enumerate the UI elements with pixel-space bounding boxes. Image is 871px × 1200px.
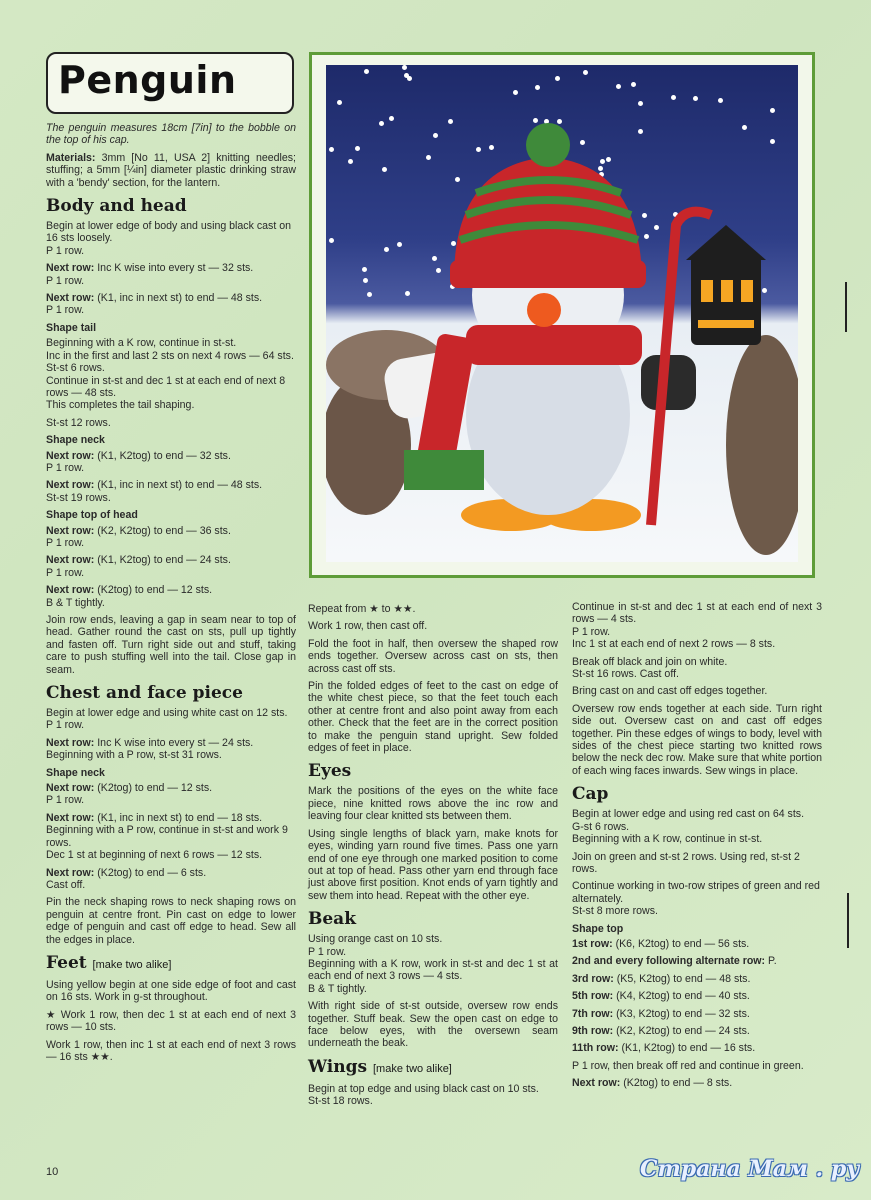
instruction-row: 3rd row: (K5, K2tog) to end — 48 sts.	[572, 972, 751, 985]
chest-neck-heading: Shape neck	[46, 766, 105, 779]
instruction-row: 2nd and every following alternate row: P.	[572, 955, 777, 968]
shape-tail-heading: Shape tail	[46, 321, 97, 334]
chest-heading: Chest and face piece	[46, 683, 243, 704]
instruction-row: 11th row: (K1, K2tog) to end — 16 sts.	[572, 1042, 756, 1055]
instruction-row: 9th row: (K2, K2tog) to end — 24 sts.	[572, 1024, 750, 1037]
instruction-row: Next row: (K2tog) to end — 8 sts.	[572, 1077, 733, 1090]
page-title: Penguin	[58, 58, 237, 102]
instruction-row: Next row: (K1, inc in next st) to end — 48 sts.	[46, 292, 263, 305]
beak	[527, 293, 561, 327]
watermark-logo: Страна Мам . ру	[640, 1156, 860, 1182]
instruction-row: Next row: Inc K wise into every st — 24 sts.	[46, 736, 254, 749]
penguin-photo	[326, 65, 798, 562]
penguin-illustration	[326, 65, 798, 562]
instruction-row: Next row: (K1, K2tog) to end — 24 sts.	[46, 554, 231, 567]
photo-frame	[309, 52, 815, 578]
materials: Materials: 3mm [No 11, USA 2] knitting needles; stuffing; a 5mm [¼in] diameter plastic drinking straw with a 'bendy' section, for the lantern.	[46, 151, 296, 189]
intro-text: The penguin measures 18cm [7in] to the bobble on the top of his cap.	[46, 122, 296, 147]
instruction-row: Next row: (K1, inc in next st) to end — 18 sts.	[46, 811, 263, 824]
instruction-row: Next row: (K2tog) to end — 12 sts.	[46, 584, 213, 597]
scarf-fringe	[404, 450, 484, 490]
feet-heading: Feet [make two alike]	[46, 952, 172, 973]
instruction-row: 7th row: (K3, K2tog) to end — 32 sts.	[572, 1007, 750, 1020]
title-box	[46, 52, 294, 114]
column-2: Repeat from ★ to ★★. Work 1 row, then cast off. Fold the foot in half, then oversew the shaped row ends together. Oversew across cast on sts, then across cast off sts. Pin the folded edges of feet to the cast on edge of the white chest piece, so that the feet touch each other at centre front and also point away from each other. Check that the feet are in the correct position to make the penguin stand upright. Sew folded edges of feet in place. Eyes Mark the positions of the eyes on the white face piece, nine knitted rows above the inc row and leaving four clear knitted sts between them. Using single lengths of black yarn, make knots for eyes, winding yarn round five times. Pass one yarn end of one eye through one marked position to come out at top of head. Pass other yarn end through face just above first position. Knot ends of yarn tightly and sew them into head. Repeat with the other eye. Beak Using orange cast on 10 sts. P 1 row. Beginning with a K row, work in st-st and dec 1 st at each end of next 3 rows — 4 sts. B & T tightly. With right side of st-st outside, oversew row ends together. Stuff beak. Sew the open cast on edge to face below eyes, with the oversewn seam underneath the beak. Wings [make two alike] Begin at top edge and using black cast on 10 sts. St-st 18 rows.	[308, 603, 558, 1108]
cap-heading: Cap	[572, 784, 609, 805]
wings-heading: Wings [make two alike]	[308, 1056, 452, 1077]
cap-shape-top-heading: Shape top	[572, 922, 624, 935]
rock-right	[726, 335, 798, 555]
instruction-row: Next row: (K2tog) to end — 12 sts.	[46, 782, 213, 795]
column-1: The penguin measures 18cm [7in] to the bobble on the top of his cap. Materials: 3mm [No 11, USA 2] knitting needles; stuffing; a 5mm [¼in] diameter plastic drinking straw with a 'bendy' section, for the lantern. Body and head Begin at lower edge of body and using black cast on 16 sts loosely. P 1 row. Next row: Inc K wise into every st — 32 sts. P 1 row. Next row: (K1, inc in next st) to end — 48 sts. P 1 row. Shape tail Beginning with a K row, continue in st-st. Inc in the first and last 2 sts on next 4 rows — 64 sts. St-st 6 rows. Continue in st-st and dec 1 st at each end of next 8 rows — 48 sts. This completes the tail shaping. St-st 12 rows. Shape neck Next row: (K1, K2tog) to end — 32 sts. P 1 row. Next row: (K1, inc in next st) to end — 48 sts. St-st 19 rows. Shape top of head Next row: (K2, K2tog) to end — 36 sts. P 1 row. Next row: (K1, K2tog) to end — 24 sts. P 1 row. Next row: (K2tog) to end — 12 sts. B & T tightly. Join row ends, leaving a gap in seam near to top of head. Gather round the cast on sts, pull up tightly and fasten off. Turn right side out and stuff, taking care to push stuffing well into the tail. Close gap in seam. Chest and face piece Begin at lower edge and using white cast on 12 sts. P 1 row. Next row: Inc K wise into every st — 24 sts. Beginning with a P row, st-st 31 rows. Shape neck Next row: (K2tog) to end — 12 sts. P 1 row. Next row: (K1, inc in next st) to end — 18 sts. Beginning with a P row, continue in st-st and work 9 rows. Dec 1 st at beginning of next 6 rows — 12 sts. Next row: (K2tog) to end — 6 sts. Cast off. Pin the neck shaping rows to neck shaping rows on penguin at centre front. Pin cast on edge to lower edge of penguin and cast off edge to head. Sew all the edges in place. Feet [make two alike] Using yellow begin at one side edge of foot and cast on 16 sts. Work in g-st throughout. ★ Work 1 row, then dec 1 st at each end of next 3 rows — 10 sts. Work 1 row, then inc 1 st at each end of next 3 rows — 16 sts ★★.	[46, 122, 296, 1063]
instruction-row: Next row: (K2tog) to end — 6 sts.	[46, 866, 207, 879]
column-3: Continue in st-st and dec 1 st at each end of next 3 rows — 4 sts. P 1 row. Inc 1 st at each end of next 2 rows — 8 sts. Break off black and join on white. St-st 16 rows. Cast off. Bring cast on and cast off edges together. Oversew row ends together at each side. Turn right side out. Oversew cast on and cast off edges together. Pin these edges of wings to body, level with sides of the chest piece starting two knitted rows below the neck dec row. Make sure that white portion of each wing faces inwards. Sew wings in place. Cap Begin at lower edge and using red cast on 64 sts. G-st 6 rows. Beginning with a K row, continue in st-st. Join on green and st-st 2 rows. Using red, st-st 2 rows. Continue working in two-row stripes of green and red alternately. St-st 8 more rows. Shape top 1st row: (K6, K2tog) to end — 56 sts. 2nd and every following alternate row: P. 3rd row: (K5, K2tog) to end — 48 sts. 5th row: (K4, K2tog) to end — 40 sts. 7th row: (K3, K2tog) to end — 32 sts. 9th row: (K2, K2tog) to end — 24 sts. 11th row: (K1, K2tog) to end — 16 sts. P 1 row, then break off red and continue in green. Next row: (K2tog) to end — 8 sts.	[572, 601, 822, 1090]
body-heading: Body and head	[46, 196, 187, 217]
instruction-row: Next row: (K1, K2tog) to end — 32 sts.	[46, 449, 231, 462]
shape-top-heading: Shape top of head	[46, 509, 138, 522]
instruction-row: Next row: Inc K wise into every st — 32 sts.	[46, 262, 254, 275]
eyes-heading: Eyes	[308, 761, 352, 782]
beak-heading: Beak	[308, 909, 356, 930]
instruction-row: 1st row: (K6, K2tog) to end — 56 sts.	[572, 937, 750, 950]
instruction-row: 5th row: (K4, K2tog) to end — 40 sts.	[572, 990, 750, 1003]
shape-neck-heading: Shape neck	[46, 434, 105, 447]
instruction-row: Next row: (K1, inc in next st) to end — 48 sts.	[46, 479, 263, 492]
page-edge-mark	[845, 282, 847, 332]
page-edge-mark	[847, 893, 849, 948]
scarf	[466, 325, 642, 365]
page-number: 10	[46, 1166, 59, 1178]
hat-bobble	[526, 123, 570, 167]
instruction-row: Next row: (K2, K2tog) to end — 36 sts.	[46, 524, 231, 537]
hat	[454, 157, 642, 275]
